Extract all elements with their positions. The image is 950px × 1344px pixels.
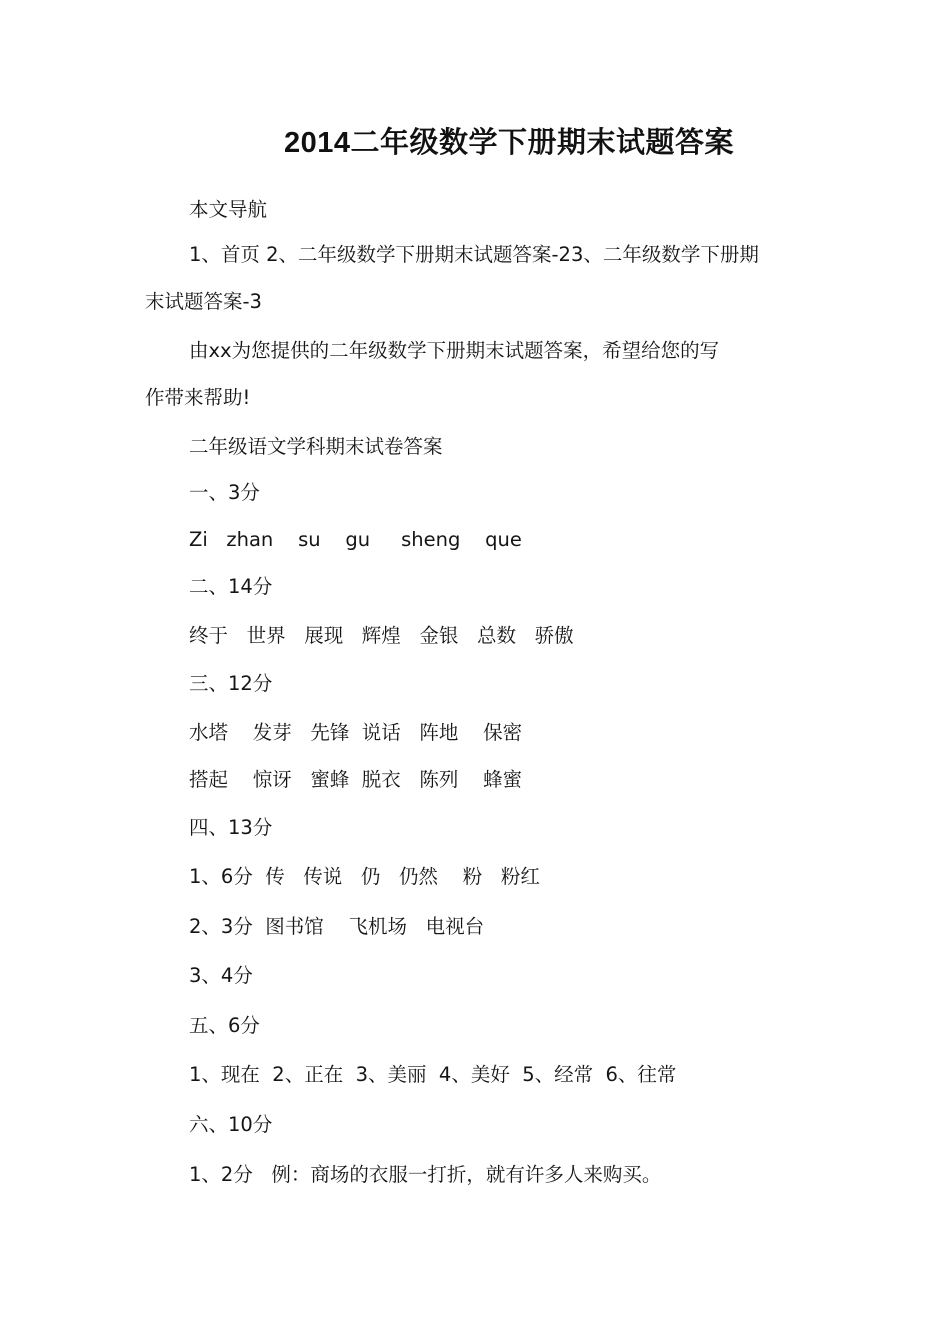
nav-line: 1、首页 2、二年级数学下册期末试题答案-23、二年级数学下册期 [189, 243, 759, 266]
answer-line: 3、4分 [189, 964, 253, 987]
section-heading: 五、6分 [189, 1014, 260, 1037]
answer-line: 终于 世界 展现 辉煌 金银 总数 骄傲 [189, 624, 574, 647]
answer-line: 1、现在 2、正在 3、美丽 4、美好 5、经常 6、往常 [189, 1063, 677, 1086]
subject-heading: 二年级语文学科期末试卷答案 [189, 435, 443, 458]
nav-heading: 本文导航 [189, 198, 268, 221]
nav-line-continued: 末试题答案-3 [145, 290, 262, 313]
answer-line: Zi zhan su gu sheng que [189, 528, 522, 551]
intro-paragraph: 由xx为您提供的二年级数学下册期末试题答案，希望给您的写 [189, 339, 720, 362]
document-title: 2014二年级数学下册期末试题答案 [283, 127, 734, 159]
answer-line: 搭起 惊讶 蜜蜂 脱衣 陈列 蜂蜜 [189, 768, 523, 791]
section-heading: 二、14分 [189, 575, 273, 598]
section-heading: 三、12分 [189, 672, 273, 695]
answer-line: 水塔 发芽 先锋 说话 阵地 保密 [189, 721, 523, 744]
answer-line: 1、6分 传 传说 仍 仍然 粉 粉红 [189, 865, 540, 888]
section-heading: 四、13分 [189, 816, 273, 839]
section-heading: 一、3分 [189, 481, 260, 504]
intro-paragraph-continued: 作带来帮助! [145, 386, 251, 409]
answer-line: 2、3分 图书馆 飞机场 电视台 [189, 915, 485, 938]
answer-line: 1、2分 例：商场的衣服一打折，就有许多人来购买。 [189, 1163, 662, 1186]
section-heading: 六、10分 [189, 1113, 273, 1136]
